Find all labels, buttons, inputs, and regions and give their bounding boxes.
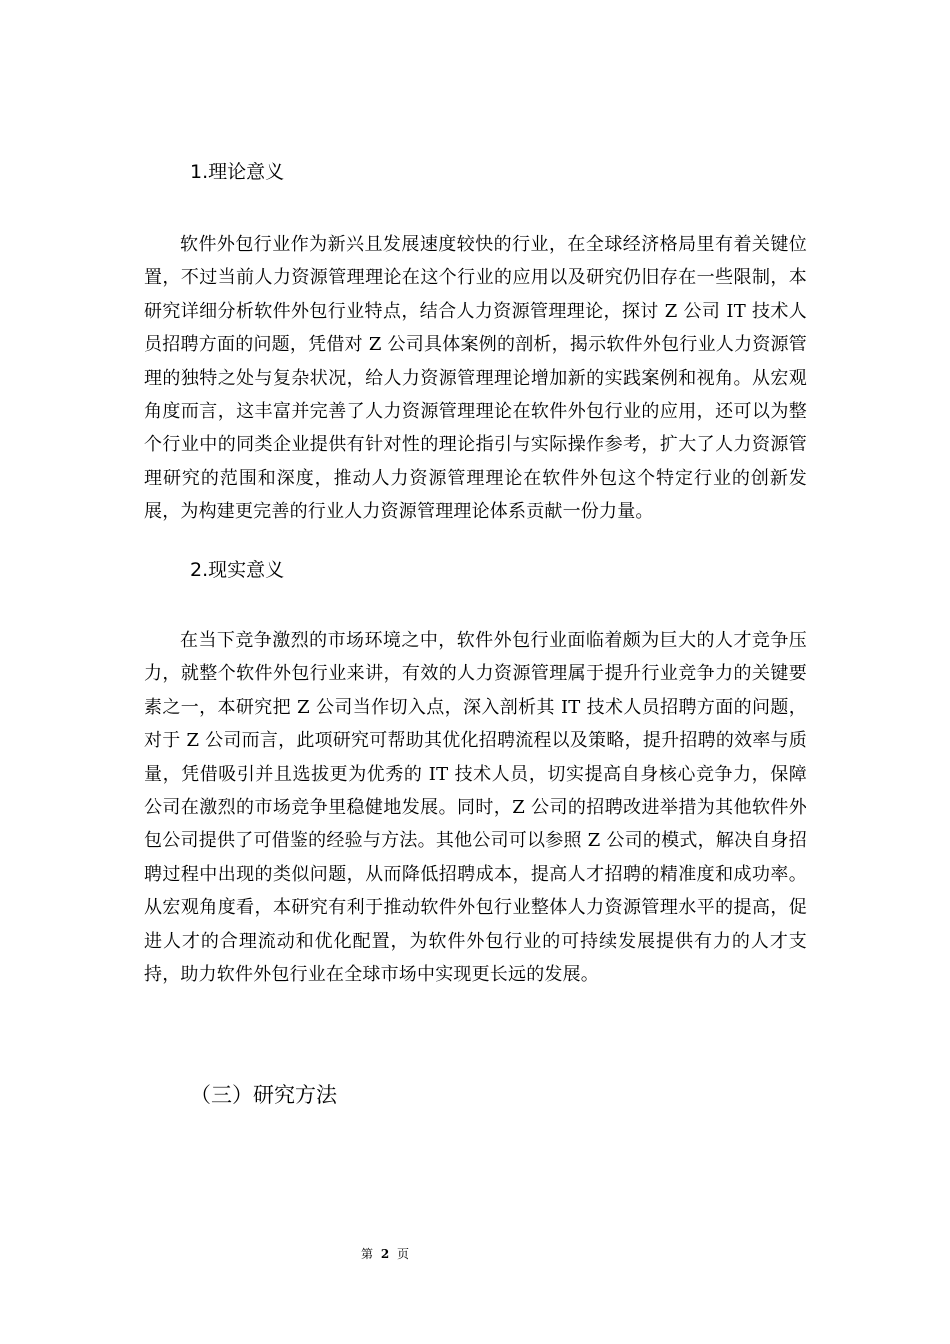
paragraph-theory: 软件外包行业作为新兴且发展速度较快的行业，在全球经济格局里有着关键位置，不过当前人力资源管理理论在这个行业的应用以及研究仍旧存在一些限制，本研究详细分析软件外包行业特点，结合人力资源管理理论，探讨 Z 公司 IT 技术人员招聘方面的问题，凭借对 Z 公司具体案例的剖析，揭示软件外包行业人力资源管理的独特之处与复杂状况，给人力资源管理理论增加新的实践案例和视角。从宏观角度而言，这丰富并完善了人力资源管理理论在软件外包行业的应用，还可以为整个行业中的同类企业提供有针对性的理论指引与实际操作参考，扩大了人力资源管理研究的范围和深度，推动人力资源管理理论在软件外包这个特定行业的创新发展，为构建更完善的行业人力资源管理理论体系贡献一份力量。 [144, 234, 807, 523]
footer-suffix: 页 [397, 1247, 410, 1261]
section-heading-method: （三）研究方法 [190, 1083, 337, 1107]
section-heading-practice: 2.现实意义 [190, 559, 285, 581]
page-footer [0, 1246, 770, 1262]
page-number: 2 [380, 1247, 390, 1261]
footer-prefix: 第 [360, 1247, 373, 1261]
section-heading-theory: 1.理论意义 [190, 161, 285, 183]
paragraph-practice: 在当下竞争激烈的市场环境之中，软件外包行业面临着颇为巨大的人才竞争压力，就整个软件外包行业来讲，有效的人力资源管理属于提升行业竞争力的关键要素之一，本研究把 Z 公司当作切入点，深入剖析其 IT 技术人员招聘方面的问题，对于 Z 公司而言，此项研究可帮助其优化招聘流程以及策略，提升招聘的效率与质量，凭借吸引并且选拔更为优秀的 IT 技术人员，切实提高自身核心竞争力，保障公司在激烈的市场竞争里稳健地发展。同时，Z 公司的招聘改进举措为其他软件外包公司提供了可借鉴的经验与方法。其他公司可以参照 Z 公司的模式，解决自身招聘过程中出现的类似问题，从而降低招聘成本，提高人才招聘的精准度和成功率。从宏观角度看，本研究有利于推动软件外包行业整体人力资源管理水平的提高，促进人才的合理流动和优化配置，为软件外包行业的可持续发展提供有力的人才支持，助力软件外包行业在全球市场中实现更长远的发展。 [144, 630, 807, 986]
